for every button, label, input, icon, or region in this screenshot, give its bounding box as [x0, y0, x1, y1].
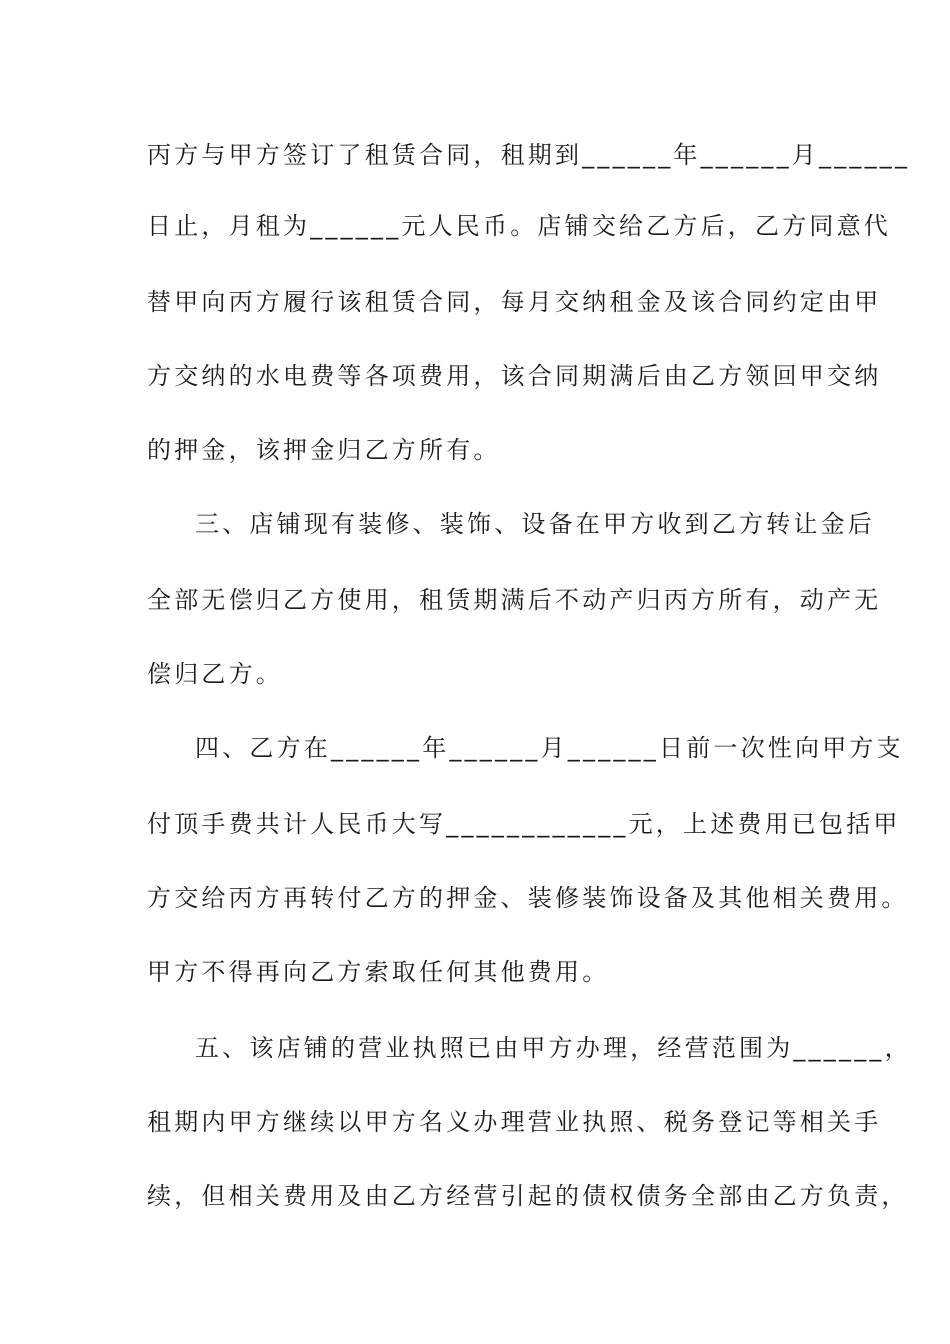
section-three-line: 三、店铺现有装修、装饰、设备在甲方收到乙方转让金后	[195, 510, 875, 538]
text-line: 丙方与甲方签订了租赁合同，租期到______年______月______	[147, 141, 911, 169]
text-line: 日止，月租为______元人民币。店铺交给乙方后，乙方同意代	[147, 212, 891, 240]
text-line: 替甲向丙方履行该租赁合同，每月交纳租金及该合同约定由甲	[147, 288, 882, 316]
text-line: 全部无偿归乙方使用，租赁期满后不动产归丙方所有，动产无	[147, 586, 882, 614]
text-line: 的押金，该押金归乙方所有。	[147, 436, 501, 464]
text-line: 甲方不得再向乙方索取任何其他费用。	[147, 958, 610, 986]
text-line: 偿归乙方。	[147, 660, 283, 688]
section-five-line: 五、该店铺的营业执照已由甲方办理，经营范围为______，	[195, 1034, 912, 1062]
text-line: 方交纳的水电费等各项费用，该合同期满后由乙方领回甲交纳	[147, 362, 882, 390]
section-four-line: 四、乙方在______年______月______日前一次性向甲方支	[195, 734, 904, 762]
text-line: 租期内甲方继续以甲方名义办理营业执照、税务登记等相关手	[147, 1108, 882, 1136]
text-line: 付顶手费共计人民币大写____________元，上述费用已包括甲	[147, 810, 901, 838]
text-line: 方交给丙方再转付乙方的押金、装修装饰设备及其他相关费用。	[147, 884, 909, 912]
text-line: 续，但相关费用及由乙方经营引起的债权债务全部由乙方负责，	[147, 1182, 909, 1210]
